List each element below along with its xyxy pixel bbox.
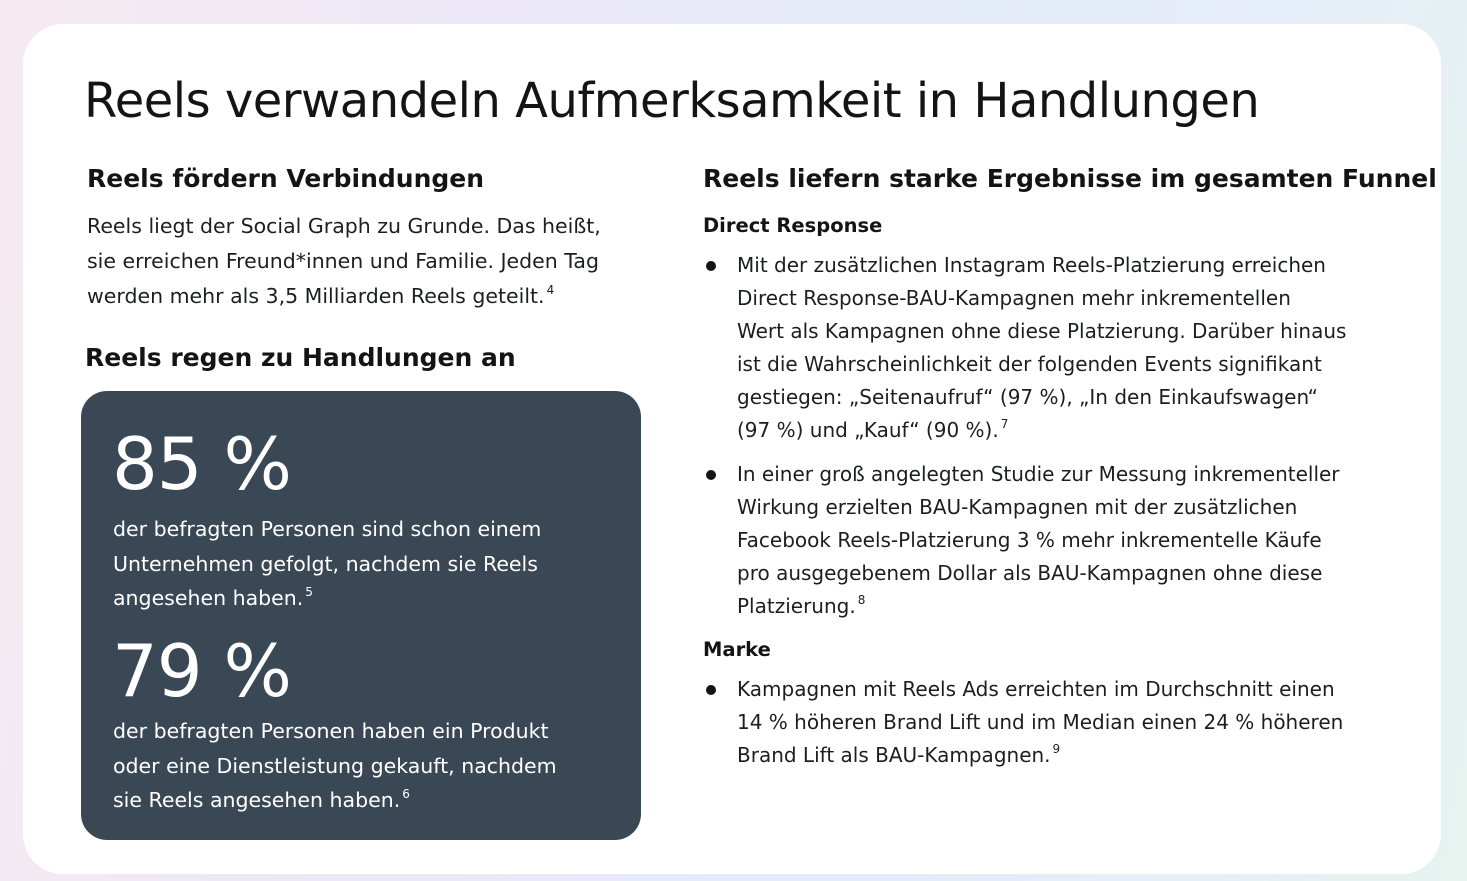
connections-heading: Reels fördern Verbindungen [87, 164, 485, 193]
list-item: Kampagnen mit Reels Ads erreichten im Durchschnitt einen 14 % höheren Brand Lift und im Median einen 24 % höheren Brand Lift als BAU-Kampagnen. $^9$ [703, 673, 1343, 772]
stats-panel [81, 391, 641, 840]
paragraph-line: sie erreichen Freund*innen und Familie. Jeden Tag [87, 249, 599, 273]
brand-list [703, 673, 1343, 772]
footnote-ref: 6 [402, 787, 410, 801]
bullet-icon [706, 261, 716, 271]
bullet-icon [706, 685, 716, 695]
list-item: Mit der zusätzlichen Instagram Reels-Platzierung erreichen Direct Response-BAU-Kampagnen mehr inkrementellen Wert als Kampagnen ohne diese Platzierung. Darüber hinaus ist die Wahrscheinlichkeit der folgenden Events signifikant gestiegen: „Seitenaufruf“ (97 %), „In den Einkaufswagen“ (97 %) und „Kauf“ (90 %). $^7$ [703, 249, 1346, 447]
footnote-ref: 8 [857, 593, 866, 607]
connections-paragraph [87, 209, 601, 314]
paragraph-line: Reels liegt der Social Graph zu Grunde. Das heißt, [87, 214, 601, 238]
footnote-ref: 7 [1000, 417, 1009, 431]
brand-label: Marke [703, 638, 771, 661]
direct-response-label: Direct Response [703, 214, 883, 237]
stat-description: der befragten Personen sind schon einem Unternehmen gefolgt, nachdem sie Reels angesehen haben. $^5$ [113, 517, 542, 610]
stat-description: der befragten Personen haben ein Produkt oder eine Dienstleistung gekauft, nachdem sie Reels angesehen haben. $^6$ [113, 719, 557, 812]
bullet-icon [706, 470, 716, 480]
footnote-ref: 4 [546, 283, 555, 297]
funnel-heading: Reels liefern starke Ergebnisse im gesamten Funnel [703, 164, 1437, 193]
stat-value: 79 % [112, 629, 291, 713]
stat-value: 85 % [112, 422, 291, 506]
direct-response-list [703, 249, 1346, 623]
actions-heading: Reels regen zu Handlungen an [85, 343, 516, 372]
footnote-ref: 5 [305, 585, 313, 599]
footnote-ref: 9 [1052, 742, 1061, 756]
list-item: In einer groß angelegten Studie zur Messung inkrementeller Wirkung erzielten BAU-Kampagnen mit der zusätzlichen Facebook Reels-Platzierung 3 % mehr inkrementelle Käufe pro ausgegebenem Dollar als BAU-Kampagnen ohne diese Platzierung. $^8$ [703, 458, 1346, 623]
paragraph-line: werden mehr als 3,5 Milliarden Reels geteilt. $^4$ [87, 283, 555, 308]
page-title: Reels verwandeln Aufmerksamkeit in Handlungen [84, 73, 1260, 129]
